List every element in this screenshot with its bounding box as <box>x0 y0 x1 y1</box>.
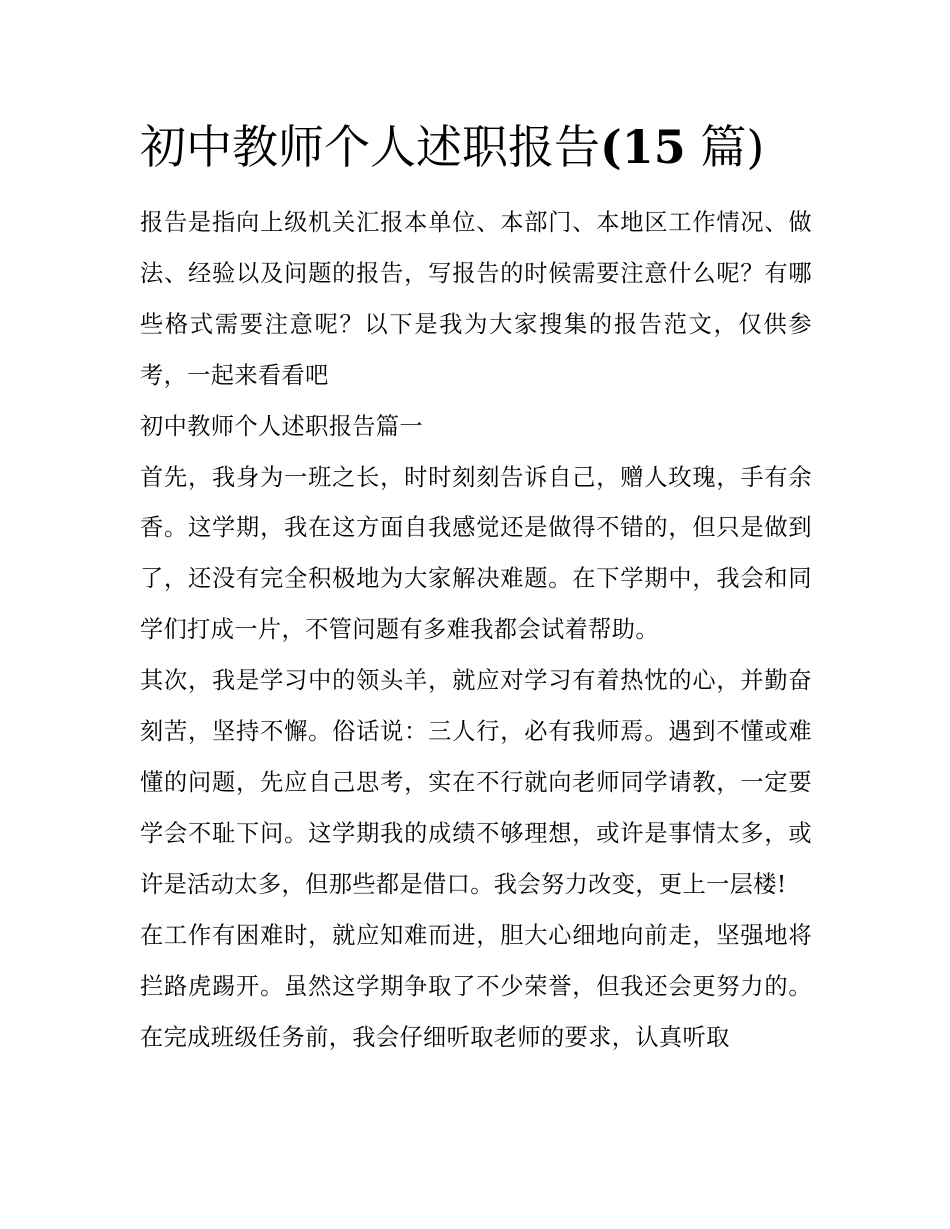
section-heading: 初中教师个人述职报告篇一 <box>140 412 424 440</box>
title-count: (15 <box>600 120 686 174</box>
document-body <box>140 198 812 1063</box>
intro-paragraph: 报告是指向上级机关汇报本单位、本部门、本地区工作情况、做法、经验以及问题的报告，写报告的时候需要注意什么呢？有哪些格式需要注意呢？以下是我为大家搜集的报告范文，仅供参考，一起来看看吧 <box>140 209 812 389</box>
title-tail: 篇) <box>700 120 765 174</box>
body-paragraph: 其次，我是学习中的领头羊，就应对学习有着热忱的心，并勤奋刻苦，坚持不懈。俗话说：三人行，必有我师焉。遇到不懂或难懂的问题，先应自己思考，实在不行就向老师同学请教，一定要学会不耻下问。这学期我的成绩不够理想，或许是事情太多，或许是活动太多，但那些都是借口。我会努力改变，更上一层楼! <box>140 667 812 898</box>
body-paragraph: 首先，我身为一班之长，时时刻刻告诉自己，赠人玫瑰，手有余香。这学期，我在这方面自我感觉还是做得不错的，但只是做到了，还没有完全积极地为大家解决难题。在下学期中，我会和同学们打成一片，不管问题有多难我都会试着帮助。 <box>140 463 812 644</box>
title-main: 初中教师个人述职报告 <box>140 120 600 174</box>
body-paragraph: 在工作有困难时，就应知难而进，胆大心细地向前走，坚强地将拦路虎踢开。虽然这学期争取了不少荣誉，但我还会更努力的。在完成班级任务前，我会仔细听取老师的要求，认真听取 <box>140 921 812 1051</box>
document-title <box>140 112 840 182</box>
